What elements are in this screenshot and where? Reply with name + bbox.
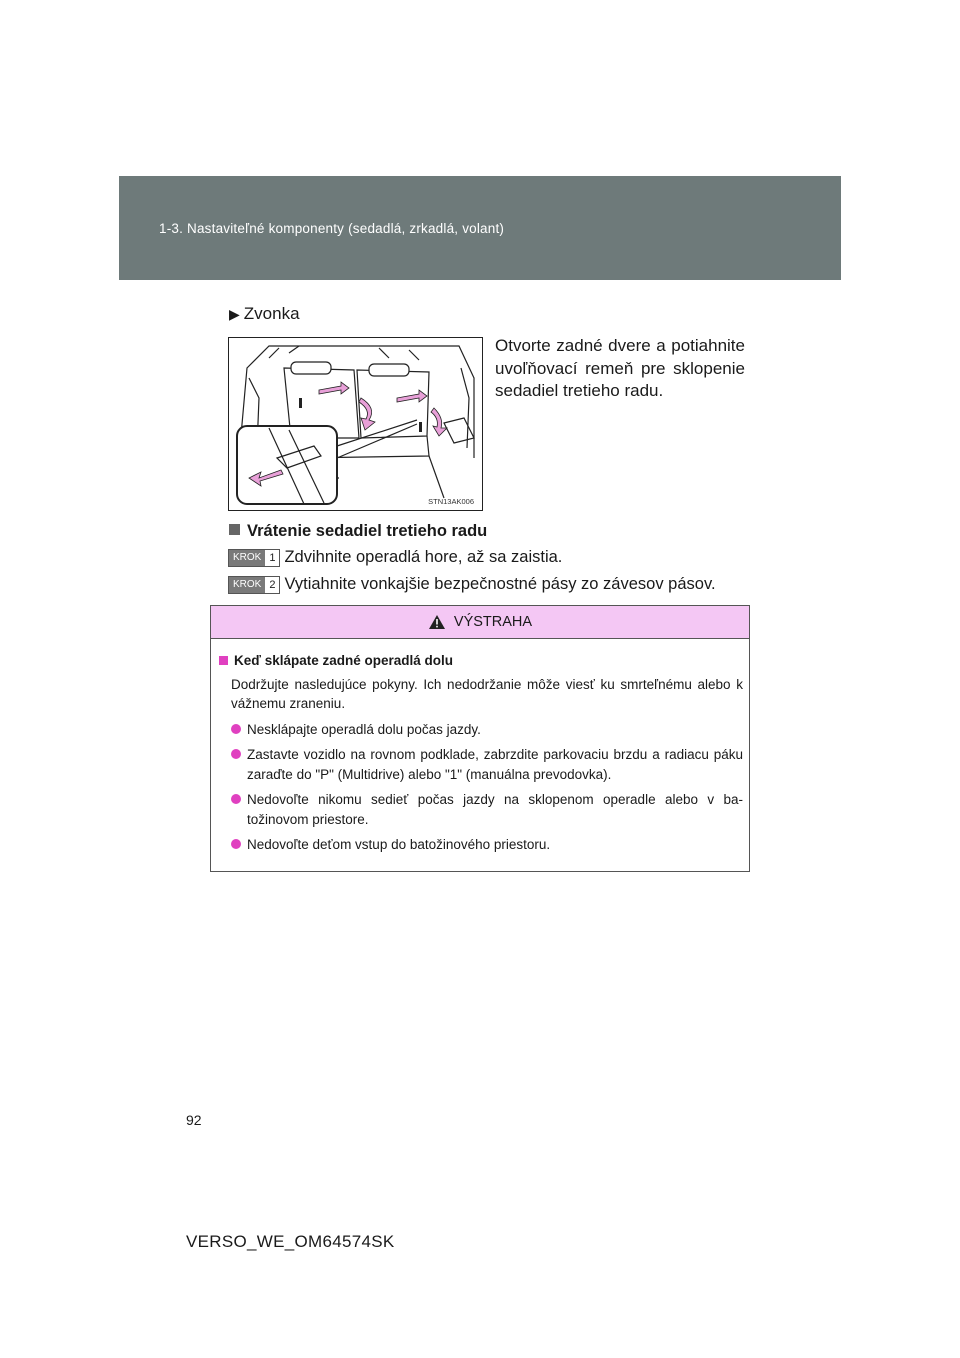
bullet-dot-icon <box>231 724 241 734</box>
bullet-dot-icon <box>231 749 241 759</box>
illustration <box>228 337 483 511</box>
list-item-text: Nesklápajte operadlá dolu počas jazdy. <box>247 721 481 737</box>
seat-fold-illustration <box>229 338 481 509</box>
bullet-dot-icon <box>231 839 241 849</box>
chapter-title: 1-3. Nastaviteľné komponenty (sedadlá, zrkadlá, volant) <box>159 221 505 236</box>
list-item <box>219 745 743 784</box>
list-item-text: Zastavte vozidlo na rovnom podklade, zabrzdite parkovaciu brzdu a radiacu páku zaraďte do "P" (Multidrive) alebo "1" (manuálna prevodovka). <box>247 747 743 782</box>
step-badge <box>228 549 280 567</box>
section-label-text: Zvonka <box>243 304 300 323</box>
list-item <box>219 835 743 855</box>
chapter-header <box>119 176 841 280</box>
step-badge <box>228 576 280 594</box>
page-number: 92 <box>186 1112 202 1128</box>
square-bullet-icon <box>219 656 228 665</box>
list-item <box>219 790 743 829</box>
step-2 <box>228 575 716 594</box>
warning-subtitle-text: Keď sklápate zadné operadlá dolu <box>234 653 454 668</box>
subsection-heading <box>229 522 487 541</box>
list-item-text: Nedovoľte nikomu sedieť počas jazdy na sklopenom operadle alebo v batožinovom priestore. <box>247 792 743 827</box>
step-badge-label: KROK <box>229 577 265 593</box>
bullet-dot-icon <box>231 794 241 804</box>
triangle-right-icon: ▶ <box>229 306 240 322</box>
figure-code: STN13AK006 <box>428 497 474 506</box>
square-bullet-icon <box>229 524 240 535</box>
step-1 <box>228 548 562 567</box>
warning-subtitle <box>219 651 743 671</box>
warning-intro: Dodržujte nasledujúce pokyny. Ich nedodržanie môže viesť ku smrteľnému alebo k vážnemu zraneniu. <box>231 676 743 711</box>
instruction-text: Otvorte zadné dvere a potiahnite uvoľňovací remeň pre sklopenie sedadiel tretieho radu. <box>495 336 745 400</box>
warning-triangle-icon <box>428 614 446 630</box>
warning-title: VÝSTRAHA <box>453 614 533 630</box>
step-text: Vytiahnite vonkajšie bezpečnostné pásy zo závesov pásov. <box>284 575 716 593</box>
warning-body <box>211 639 749 855</box>
document-code: VERSO_WE_OM64574SK <box>186 1232 395 1251</box>
step-badge-number: 1 <box>265 550 279 566</box>
list-item <box>219 720 743 740</box>
subsection-title: Vrátenie sedadiel tretieho radu <box>247 522 488 540</box>
list-item-text: Nedovoľte deťom vstup do batožinového priestoru. <box>247 837 551 852</box>
step-badge-label: KROK <box>229 550 265 566</box>
warning-header <box>211 606 749 639</box>
step-text: Zdvihnite operadlá hore, až sa zaistia. <box>284 548 563 566</box>
step-badge-number: 2 <box>265 577 279 593</box>
section-label <box>229 304 300 324</box>
warning-box <box>210 605 750 872</box>
